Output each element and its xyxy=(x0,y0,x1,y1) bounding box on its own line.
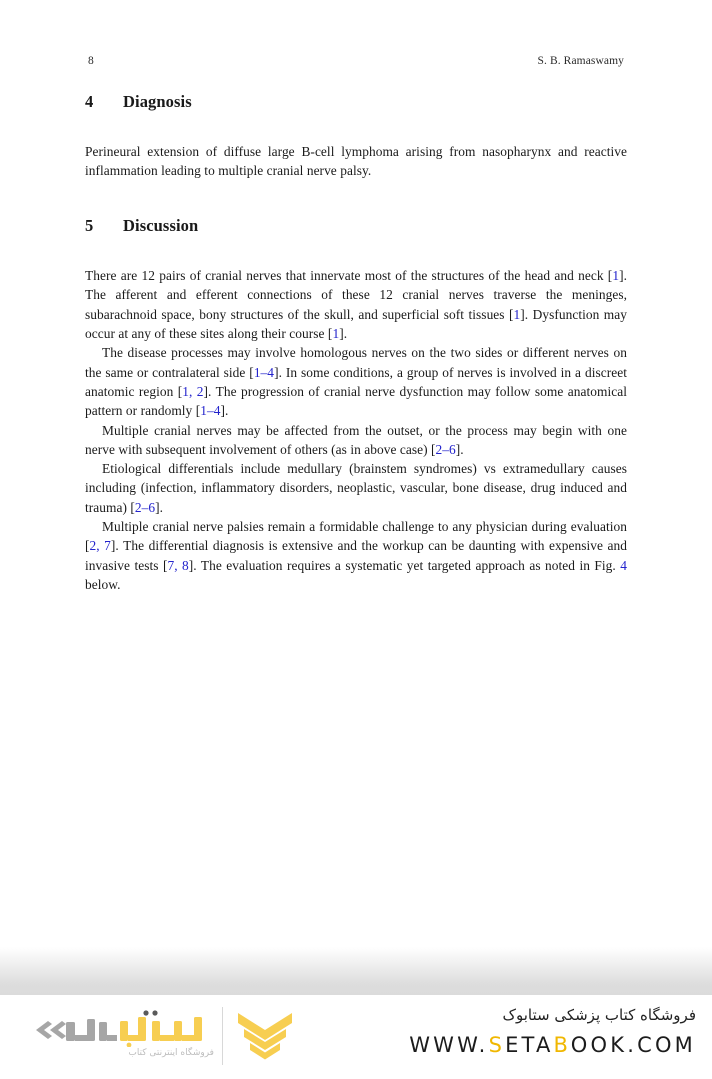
footer-watermark xyxy=(0,995,712,1079)
spacer xyxy=(85,236,627,266)
text-run: Etiological differentials include medullary (brainstem syndromes) vs extramedullary causes including (infection, inflammatory disorders, neoplastic, vascular, bone disease, drug induced and trauma) [ xyxy=(85,461,627,515)
section-heading-diagnosis xyxy=(85,92,627,112)
discussion-paragraph-4 xyxy=(85,459,627,517)
page-content xyxy=(85,92,627,594)
setabook-logo[interactable] xyxy=(34,1001,264,1071)
discussion-paragraph-2 xyxy=(85,343,627,420)
citation-link[interactable]: 7, 8 xyxy=(167,557,189,573)
section-title: Discussion xyxy=(123,216,199,236)
spacer xyxy=(85,180,627,216)
discussion-paragraph-5 xyxy=(85,517,627,594)
text-run: below. xyxy=(85,576,121,592)
page-number: 8 xyxy=(88,55,94,67)
text-run: ]. Dysfunction may occur at any of these sites along their course [ xyxy=(85,306,627,342)
citation-link[interactable]: 1 xyxy=(612,268,620,284)
url-accent-s: S xyxy=(488,1033,506,1057)
running-head-author: S. B. Ramaswamy xyxy=(537,55,624,67)
url-part: WWW. xyxy=(409,1033,489,1057)
text-run: ]. The afferent and efferent connections of these 12 cranial nerves traverse the meninges, subarachnoid space, bony structures of the skull, and superficial soft tissues [ xyxy=(85,268,627,322)
footer-tagline: فروشگاه کتاب پزشکی ستابوک xyxy=(502,1006,696,1024)
citation-link[interactable]: 1–4 xyxy=(253,364,275,380)
citation-link[interactable]: 2–6 xyxy=(134,499,156,515)
section-number: 5 xyxy=(85,216,94,236)
citation-link[interactable]: 2–6 xyxy=(435,441,456,457)
section-number: 4 xyxy=(85,92,94,111)
text-run: ]. xyxy=(220,403,229,419)
spacer xyxy=(85,112,627,142)
url-part: ETA xyxy=(505,1033,554,1057)
text-run: ]. In some conditions, a group of nerves is involved in a discreet anatomic region [ xyxy=(85,364,627,399)
text-run: Multiple cranial nerves may be affected from the outset, or the process may begin with one nerve with subsequent involvement of others (as in above case) [ xyxy=(85,422,627,457)
setabook-logo-subtitle: فروشگاه اینترنتی کتاب xyxy=(128,1048,214,1058)
url-part: OOK.COM xyxy=(570,1033,696,1057)
section-heading-discussion xyxy=(85,216,627,236)
setabook-wordmark-icon xyxy=(34,1009,214,1047)
text-run: ]. The progression of cranial nerve dysfunction may follow some anatomical pattern or randomly [ xyxy=(85,383,627,419)
citation-link[interactable]: 1 xyxy=(513,306,521,322)
citation-link[interactable]: 1 xyxy=(332,326,340,342)
citation-link[interactable]: 1–4 xyxy=(200,403,221,419)
text-run: ]. xyxy=(155,499,164,515)
discussion-paragraph-3 xyxy=(85,421,627,460)
text-run: ]. The differential diagnosis is extensive and the workup can be daunting with expensive and invasive tests [ xyxy=(85,538,627,573)
text-run: Multiple cranial nerve palsies remain a formidable challenge to any physician during evaluation [ xyxy=(85,519,627,554)
text-run: ]. xyxy=(339,326,348,342)
text-run: ]. The evaluation requires a systematic yet targeted approach as noted in Fig. xyxy=(188,557,621,573)
text-run: ]. xyxy=(455,441,464,457)
diagnosis-paragraph: Perineural extension of diffuse large B-cell lymphoma arising from nasopharynx and reactive inflammation leading to multiple cranial nerve palsy. xyxy=(85,143,627,179)
url-accent-b: B xyxy=(553,1033,571,1057)
text-run: There are 12 pairs of cranial nerves that innervate most of the structures of the head and neck [ xyxy=(85,268,613,284)
logo-divider xyxy=(222,1007,223,1065)
running-head xyxy=(88,55,624,71)
citation-link[interactable]: 1, 2 xyxy=(182,383,204,399)
citation-link[interactable]: 2, 7 xyxy=(89,538,111,554)
footer-brand-text xyxy=(276,1003,696,1059)
section-title: Diagnosis xyxy=(123,92,192,111)
discussion-paragraph-1 xyxy=(85,266,627,343)
figure-link[interactable]: 4 xyxy=(620,557,627,573)
footer-gradient-band xyxy=(0,947,712,995)
footer-url[interactable] xyxy=(276,1031,696,1059)
text-run: The disease processes may involve homologous nerves on the two sides or different nerves on the same or contralateral side [ xyxy=(85,345,627,380)
